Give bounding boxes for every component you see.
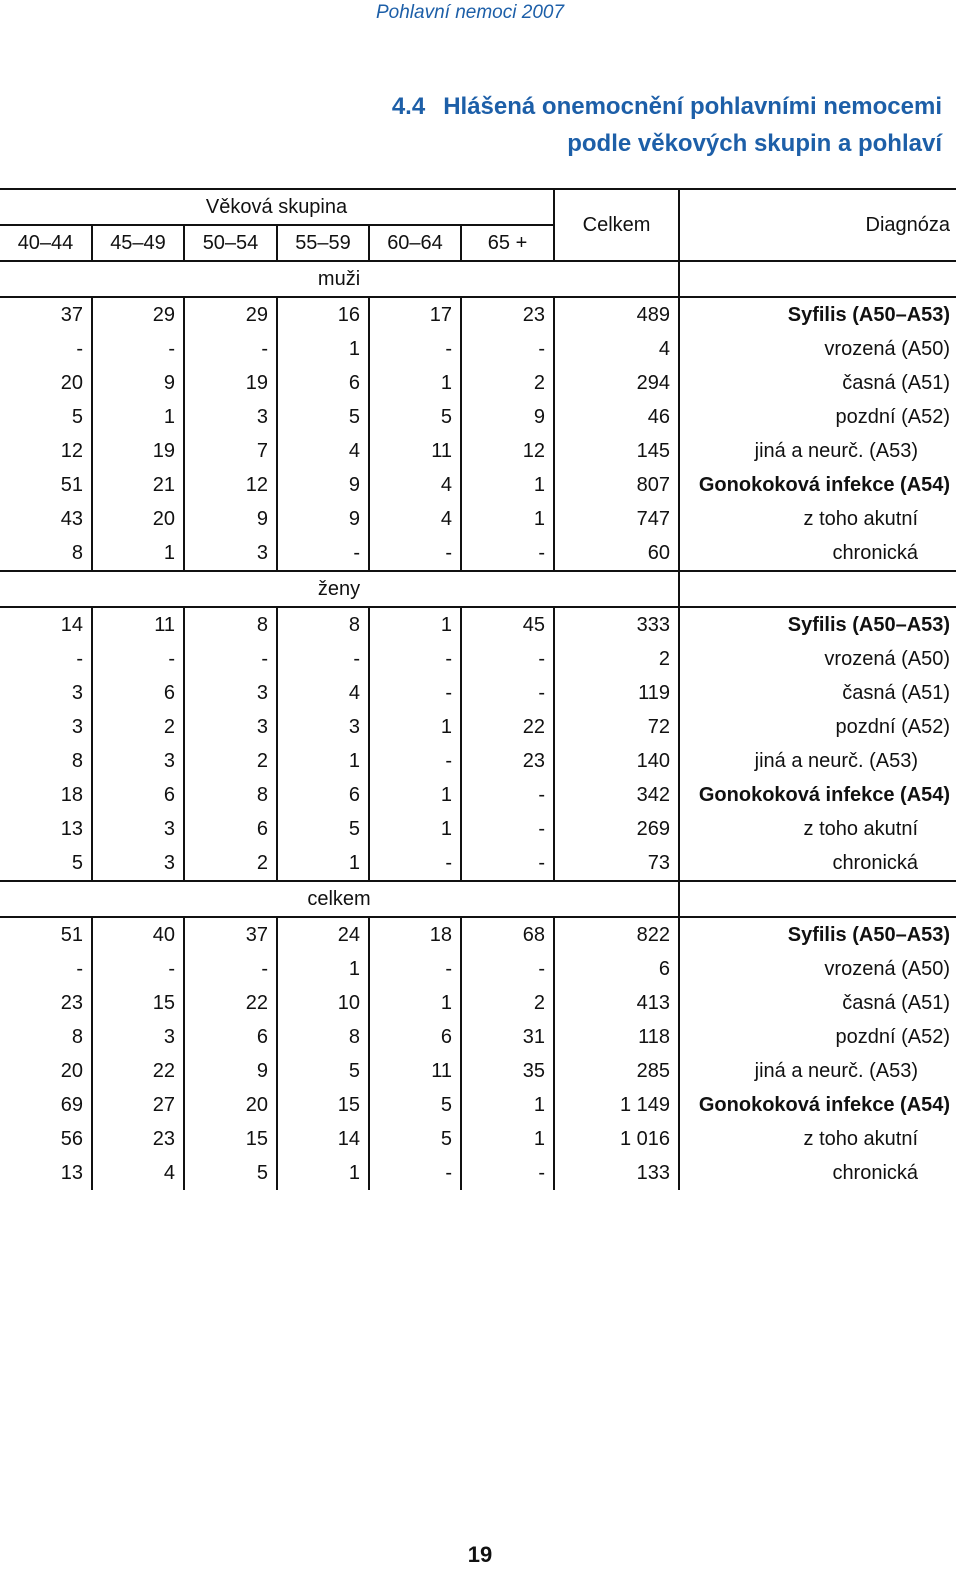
age-value-cell: 1 [92, 536, 184, 571]
table-body [0, 261, 956, 1190]
age-value-cell: 8 [184, 778, 277, 812]
age-value-cell: 9 [277, 502, 369, 536]
age-value-cell: 23 [0, 986, 92, 1020]
age-value-cell: 3 [92, 812, 184, 846]
total-cell: 413 [554, 986, 679, 1020]
age-value-cell: 9 [461, 400, 554, 434]
age-value-cell: 20 [0, 366, 92, 400]
age-value-cell: - [461, 536, 554, 571]
age-value-cell: 29 [184, 297, 277, 332]
table-row [0, 468, 956, 502]
table-row [0, 744, 956, 778]
table-row [0, 846, 956, 881]
diagnosis-cell: chronická [832, 852, 919, 874]
age-header-40-44: 40–44 [0, 225, 92, 261]
table-row [0, 434, 956, 468]
diagnosis-cell: jiná a neurč. (A53) [754, 440, 919, 462]
age-value-cell: 3 [184, 400, 277, 434]
age-value-cell: 69 [0, 1088, 92, 1122]
age-value-cell: 18 [369, 917, 461, 952]
total-cell: 269 [554, 812, 679, 846]
age-value-cell: 2 [184, 744, 277, 778]
age-value-cell: 17 [369, 297, 461, 332]
age-value-cell: 20 [184, 1088, 277, 1122]
diagnosis-cell: chronická [832, 1162, 919, 1184]
age-value-cell: 5 [184, 1156, 277, 1190]
total-header: Celkem [554, 189, 679, 261]
table-row [0, 332, 956, 366]
diagnosis-cell: jiná a neurč. (A53) [754, 750, 919, 772]
table-row [0, 297, 956, 332]
age-value-cell: 14 [277, 1122, 369, 1156]
table-row [0, 952, 956, 986]
total-cell: 807 [554, 468, 679, 502]
total-cell: 822 [554, 917, 679, 952]
age-value-cell: 43 [0, 502, 92, 536]
total-cell: 1 016 [554, 1122, 679, 1156]
age-value-cell: - [369, 676, 461, 710]
age-value-cell: 3 [277, 710, 369, 744]
age-value-cell: - [369, 846, 461, 881]
age-value-cell: 4 [369, 502, 461, 536]
age-value-cell: 4 [277, 676, 369, 710]
age-value-cell: 1 [277, 952, 369, 986]
header-row-1 [0, 189, 956, 225]
age-value-cell: - [92, 642, 184, 676]
age-value-cell: 5 [277, 1054, 369, 1088]
table-row [0, 642, 956, 676]
age-value-cell: 1 [369, 986, 461, 1020]
age-value-cell: - [369, 536, 461, 571]
total-cell: 118 [554, 1020, 679, 1054]
age-value-cell: 9 [92, 366, 184, 400]
total-cell: 2 [554, 642, 679, 676]
diagnosis-cell: časná (A51) [842, 992, 951, 1014]
diagnosis-cell: z toho akutní [803, 508, 919, 530]
age-value-cell: 56 [0, 1122, 92, 1156]
age-value-cell: 6 [92, 778, 184, 812]
age-value-cell: 5 [369, 1122, 461, 1156]
age-value-cell: 3 [92, 1020, 184, 1054]
age-value-cell: 10 [277, 986, 369, 1020]
table-title [322, 88, 942, 162]
diagnosis-cell: časná (A51) [842, 372, 951, 394]
age-value-cell: 51 [0, 468, 92, 502]
age-value-cell: 5 [0, 846, 92, 881]
age-header-60-64: 60–64 [369, 225, 461, 261]
section-spacer [679, 571, 956, 607]
table-row [0, 676, 956, 710]
table-row [0, 778, 956, 812]
age-value-cell: 1 [461, 468, 554, 502]
diagnosis-cell: chronická [832, 542, 919, 564]
total-cell: 342 [554, 778, 679, 812]
age-value-cell: 6 [277, 366, 369, 400]
age-value-cell: 8 [277, 607, 369, 642]
age-value-cell: 1 [277, 332, 369, 366]
diagnosis-cell: z toho akutní [803, 818, 919, 840]
age-value-cell: 6 [184, 812, 277, 846]
total-cell: 72 [554, 710, 679, 744]
diagnosis-cell: vrozená (A50) [824, 958, 951, 980]
age-value-cell: 31 [461, 1020, 554, 1054]
age-header-65-plus: 65 + [461, 225, 554, 261]
total-cell: 6 [554, 952, 679, 986]
age-value-cell: 5 [369, 1088, 461, 1122]
age-header-55-59: 55–59 [277, 225, 369, 261]
table-row [0, 400, 956, 434]
age-group-header: Věková skupina [0, 189, 554, 225]
age-value-cell: 22 [92, 1054, 184, 1088]
age-value-cell: - [461, 846, 554, 881]
age-value-cell: 16 [277, 297, 369, 332]
total-cell: 294 [554, 366, 679, 400]
age-value-cell: 6 [369, 1020, 461, 1054]
age-value-cell: - [0, 332, 92, 366]
age-value-cell: 6 [184, 1020, 277, 1054]
age-value-cell: 3 [184, 676, 277, 710]
diagnosis-header: Diagnóza [679, 189, 956, 261]
section-row [0, 261, 956, 297]
age-value-cell: - [461, 642, 554, 676]
total-cell: 333 [554, 607, 679, 642]
age-value-cell: - [184, 952, 277, 986]
age-value-cell: 14 [0, 607, 92, 642]
total-cell: 489 [554, 297, 679, 332]
section-row [0, 571, 956, 607]
age-value-cell: 1 [461, 502, 554, 536]
age-value-cell: 3 [92, 846, 184, 881]
age-value-cell: 11 [92, 607, 184, 642]
age-value-cell: 8 [0, 1020, 92, 1054]
diagnosis-cell: pozdní (A52) [835, 1026, 951, 1048]
age-value-cell: 4 [92, 1156, 184, 1190]
age-value-cell: - [369, 952, 461, 986]
age-value-cell: - [461, 812, 554, 846]
age-value-cell: 9 [184, 502, 277, 536]
age-value-cell: 19 [92, 434, 184, 468]
age-value-cell: 12 [0, 434, 92, 468]
age-value-cell: - [369, 642, 461, 676]
age-value-cell: 68 [461, 917, 554, 952]
age-value-cell: 1 [277, 846, 369, 881]
age-value-cell: - [0, 952, 92, 986]
table-row [0, 607, 956, 642]
age-value-cell: 12 [461, 434, 554, 468]
total-cell: 1 149 [554, 1088, 679, 1122]
total-cell: 747 [554, 502, 679, 536]
age-value-cell: - [0, 642, 92, 676]
age-value-cell: 8 [184, 607, 277, 642]
age-value-cell: 4 [369, 468, 461, 502]
age-value-cell: 24 [277, 917, 369, 952]
age-value-cell: 22 [461, 710, 554, 744]
age-value-cell: 29 [92, 297, 184, 332]
diagnosis-cell: Syfilis (A50–A53) [679, 607, 956, 642]
table-row [0, 366, 956, 400]
age-value-cell: 8 [0, 536, 92, 571]
statistics-table [0, 188, 956, 1190]
table-row [0, 1020, 956, 1054]
title-line-2: podle věkových skupin a pohlaví [567, 130, 942, 157]
diagnosis-cell: Syfilis (A50–A53) [679, 917, 956, 952]
total-cell: 119 [554, 676, 679, 710]
table-row [0, 710, 956, 744]
age-value-cell: - [461, 1156, 554, 1190]
age-value-cell: 21 [92, 468, 184, 502]
age-value-cell: 9 [184, 1054, 277, 1088]
total-cell: 60 [554, 536, 679, 571]
age-value-cell: 1 [369, 366, 461, 400]
age-value-cell: 13 [0, 1156, 92, 1190]
age-value-cell: 19 [184, 366, 277, 400]
age-value-cell: - [92, 332, 184, 366]
total-cell: 73 [554, 846, 679, 881]
title-line-1: Hlášená onemocnění pohlavními nemocemi [443, 93, 942, 120]
diagnosis-cell: časná (A51) [842, 682, 951, 704]
age-value-cell: - [92, 952, 184, 986]
age-value-cell: 1 [369, 778, 461, 812]
diagnosis-cell: pozdní (A52) [835, 406, 951, 428]
age-value-cell: 18 [0, 778, 92, 812]
section-row [0, 881, 956, 917]
age-value-cell: 2 [92, 710, 184, 744]
age-value-cell: 1 [92, 400, 184, 434]
age-value-cell: 5 [0, 400, 92, 434]
age-value-cell: 12 [184, 468, 277, 502]
table-row [0, 1054, 956, 1088]
age-value-cell: 4 [277, 434, 369, 468]
section-label: ženy [0, 571, 679, 607]
age-value-cell: 5 [277, 400, 369, 434]
age-value-cell: 1 [461, 1088, 554, 1122]
age-header-45-49: 45–49 [92, 225, 184, 261]
age-value-cell: 1 [277, 744, 369, 778]
age-value-cell: 11 [369, 1054, 461, 1088]
total-cell: 140 [554, 744, 679, 778]
age-value-cell: - [184, 642, 277, 676]
age-value-cell: 45 [461, 607, 554, 642]
table-row [0, 986, 956, 1020]
age-value-cell: 1 [461, 1122, 554, 1156]
section-label: muži [0, 261, 679, 297]
diagnosis-cell: Syfilis (A50–A53) [679, 297, 956, 332]
section-label: celkem [0, 881, 679, 917]
age-value-cell: 13 [0, 812, 92, 846]
age-value-cell: 5 [277, 812, 369, 846]
age-value-cell: 35 [461, 1054, 554, 1088]
age-value-cell: 7 [184, 434, 277, 468]
age-value-cell: 3 [184, 710, 277, 744]
age-value-cell: 15 [184, 1122, 277, 1156]
age-value-cell: 3 [92, 744, 184, 778]
age-value-cell: 22 [184, 986, 277, 1020]
diagnosis-cell: Gonokoková infekce (A54) [698, 784, 951, 806]
age-value-cell: 6 [277, 778, 369, 812]
age-value-cell: 11 [369, 434, 461, 468]
total-cell: 285 [554, 1054, 679, 1088]
age-value-cell: 8 [277, 1020, 369, 1054]
age-value-cell: - [184, 332, 277, 366]
age-value-cell: 9 [277, 468, 369, 502]
diagnosis-cell: Gonokoková infekce (A54) [698, 1094, 951, 1116]
age-value-cell: 15 [92, 986, 184, 1020]
age-value-cell: 37 [184, 917, 277, 952]
total-cell: 133 [554, 1156, 679, 1190]
age-value-cell: 23 [92, 1122, 184, 1156]
age-value-cell: 20 [0, 1054, 92, 1088]
table-row [0, 536, 956, 571]
age-value-cell: 1 [369, 710, 461, 744]
age-value-cell: 3 [0, 710, 92, 744]
total-cell: 46 [554, 400, 679, 434]
total-cell: 145 [554, 434, 679, 468]
table-row [0, 502, 956, 536]
age-value-cell: 1 [277, 1156, 369, 1190]
section-spacer [679, 261, 956, 297]
diagnosis-cell: vrozená (A50) [824, 338, 951, 360]
table-row [0, 1088, 956, 1122]
age-value-cell: 1 [369, 607, 461, 642]
age-value-cell: 27 [92, 1088, 184, 1122]
age-value-cell: 37 [0, 297, 92, 332]
section-spacer [679, 881, 956, 917]
age-value-cell: 3 [0, 676, 92, 710]
age-value-cell: - [461, 676, 554, 710]
total-cell: 4 [554, 332, 679, 366]
age-value-cell: 2 [461, 986, 554, 1020]
page-number: 19 [467, 1542, 493, 1567]
age-value-cell: - [369, 332, 461, 366]
age-value-cell: - [461, 778, 554, 812]
age-value-cell: 8 [0, 744, 92, 778]
table-number: 4.4 [391, 93, 426, 120]
age-value-cell: 51 [0, 917, 92, 952]
age-value-cell: - [461, 332, 554, 366]
age-header-50-54: 50–54 [184, 225, 277, 261]
table-row [0, 812, 956, 846]
age-value-cell: 15 [277, 1088, 369, 1122]
age-value-cell: 20 [92, 502, 184, 536]
diagnosis-cell: vrozená (A50) [824, 648, 951, 670]
age-value-cell: 23 [461, 297, 554, 332]
age-value-cell: 3 [184, 536, 277, 571]
age-value-cell: - [369, 744, 461, 778]
diagnosis-cell: pozdní (A52) [835, 716, 951, 738]
age-value-cell: - [369, 1156, 461, 1190]
diagnosis-cell: jiná a neurč. (A53) [754, 1060, 919, 1082]
age-value-cell: 2 [184, 846, 277, 881]
table-row [0, 917, 956, 952]
age-value-cell: - [277, 642, 369, 676]
running-header: Pohlavní nemoci 2007 [376, 2, 565, 23]
age-value-cell: 23 [461, 744, 554, 778]
age-value-cell: - [461, 952, 554, 986]
diagnosis-cell: z toho akutní [803, 1128, 919, 1150]
age-value-cell: - [277, 536, 369, 571]
age-value-cell: 40 [92, 917, 184, 952]
age-value-cell: 5 [369, 400, 461, 434]
table-row [0, 1122, 956, 1156]
diagnosis-cell: Gonokoková infekce (A54) [698, 474, 951, 496]
age-value-cell: 2 [461, 366, 554, 400]
age-value-cell: 1 [369, 812, 461, 846]
age-value-cell: 6 [92, 676, 184, 710]
table-row [0, 1156, 956, 1190]
